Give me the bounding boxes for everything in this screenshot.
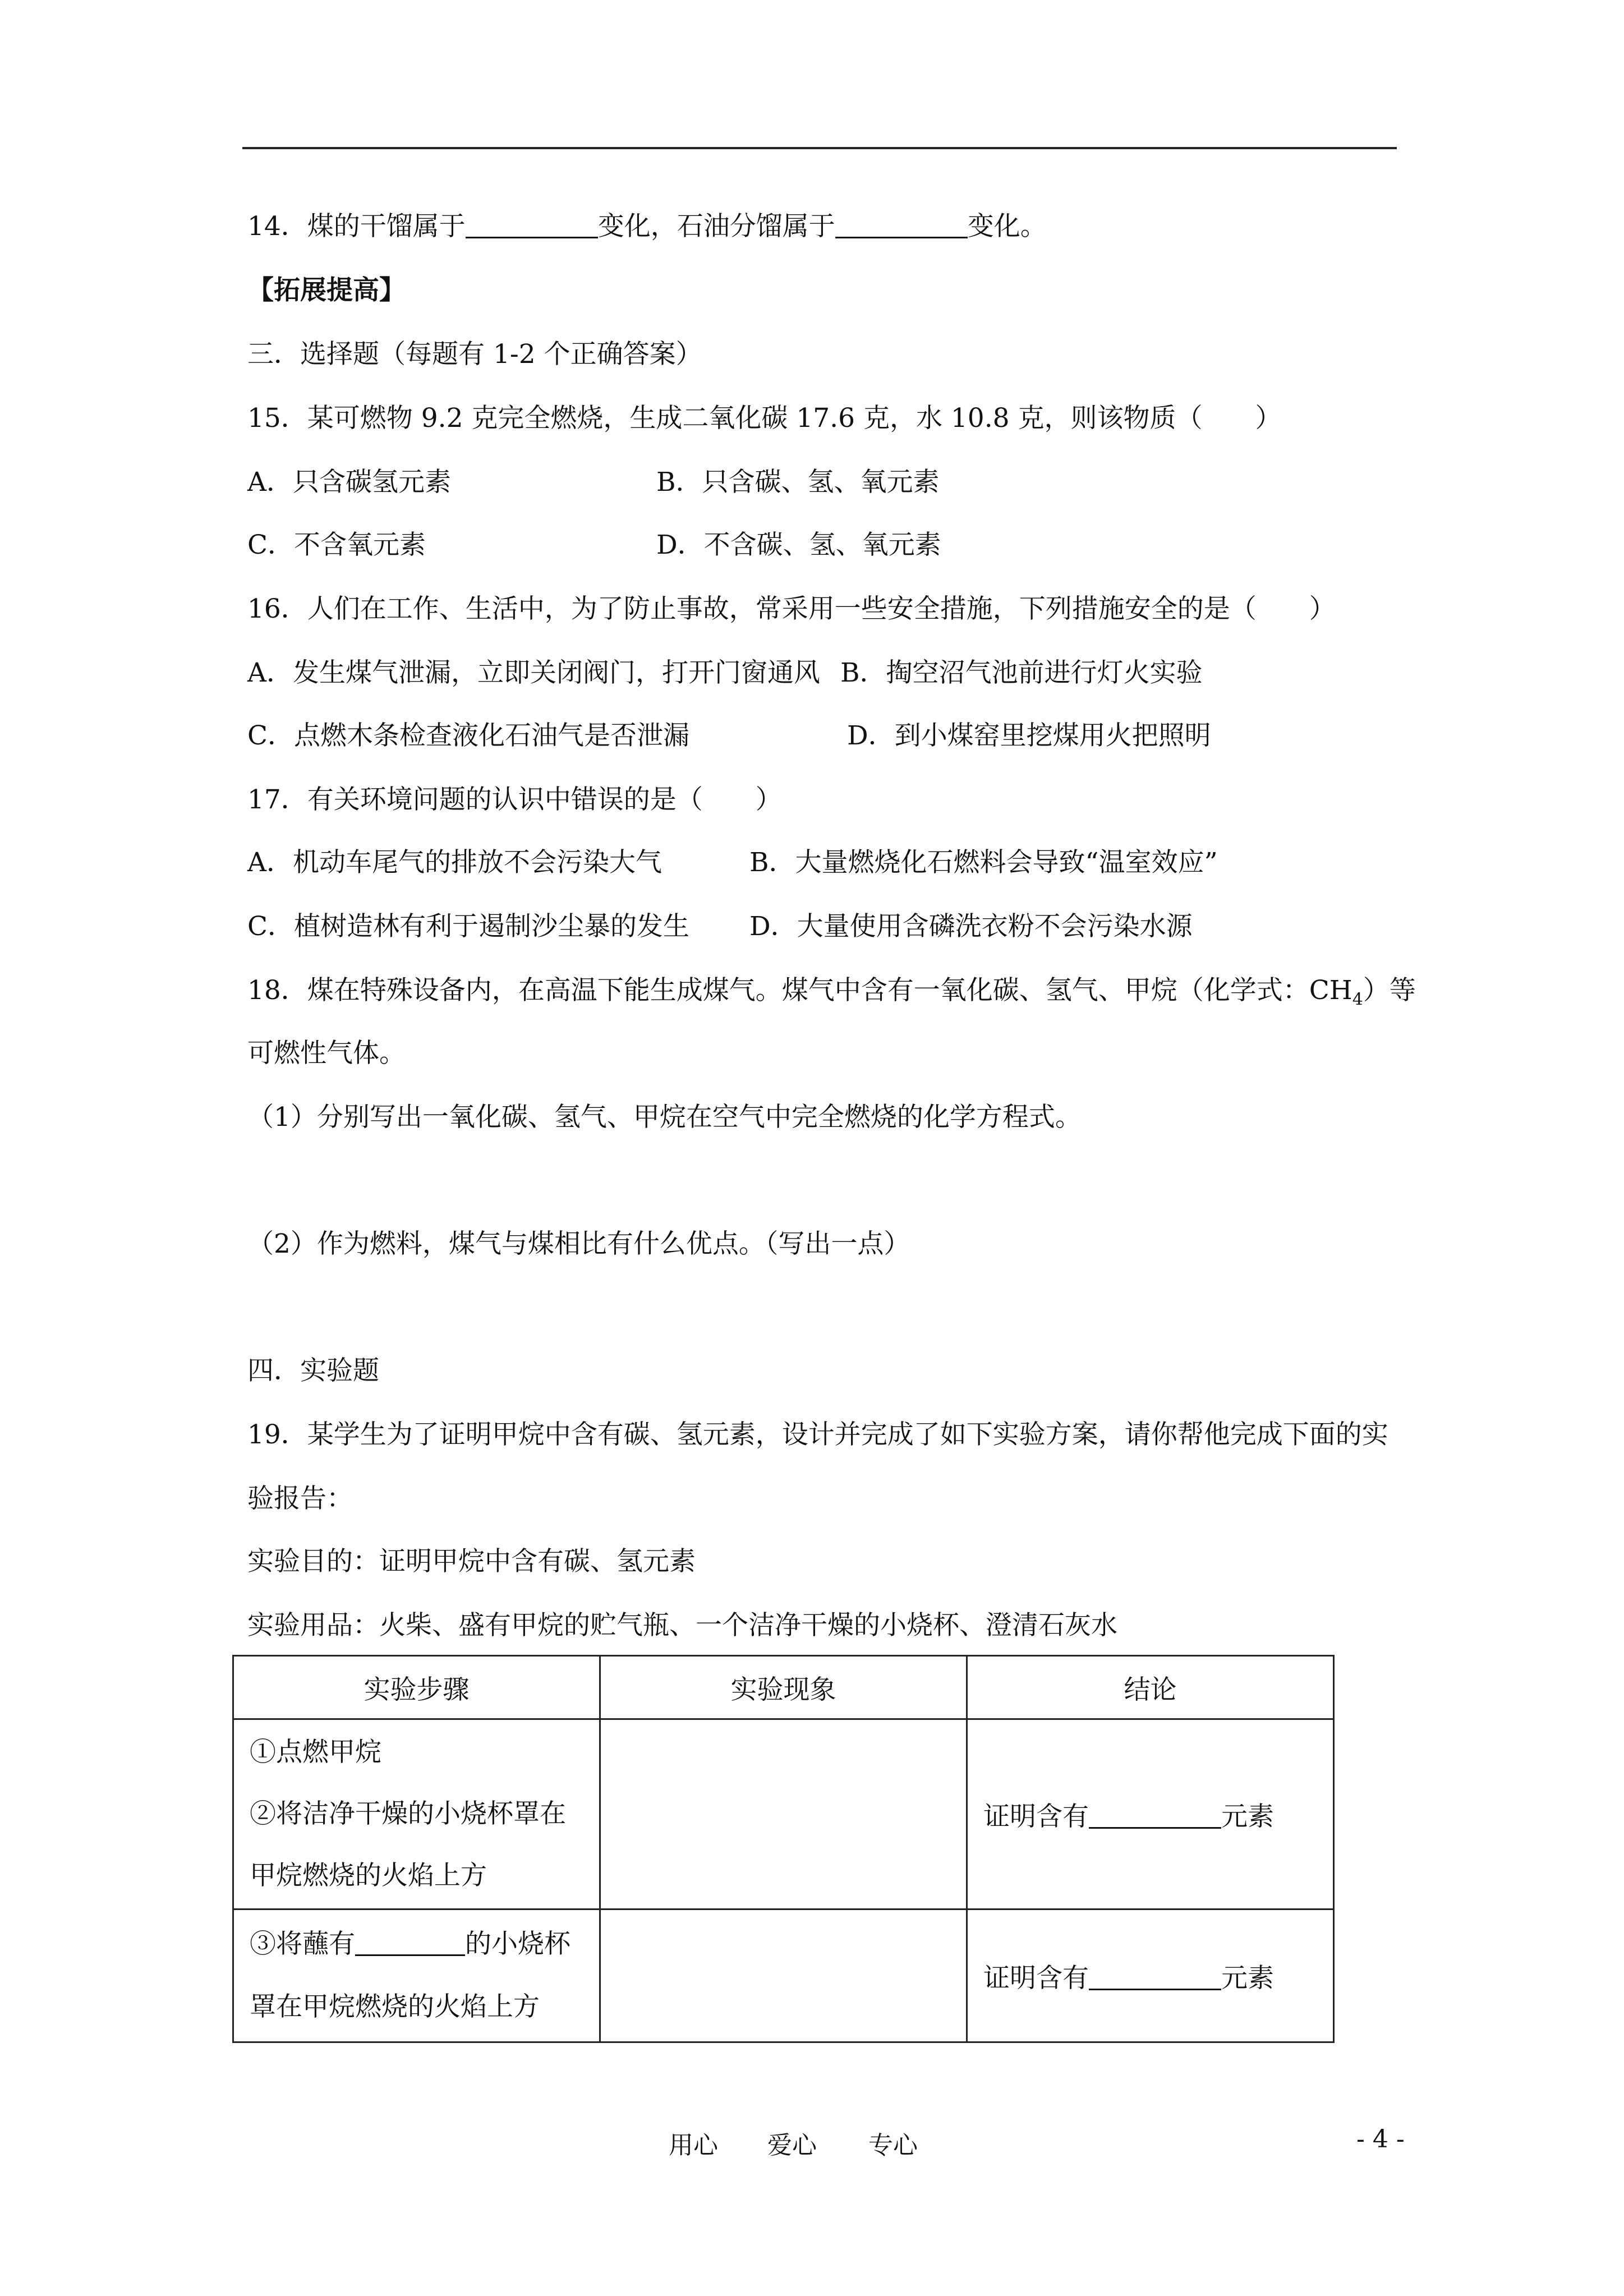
row2-steps [233, 1910, 600, 2042]
q16-stem: 16．人们在工作、生活中，为了防止事故，常采用一些安全措施，下列措施安全的是（ ） [247, 593, 1336, 624]
row1-step1: ①点燃甲烷 [250, 1737, 381, 1768]
q19-stem-line2: 验报告： [247, 1483, 353, 1514]
q18-stem-line2: 可燃性气体。 [247, 1038, 406, 1069]
part4-title: 四．实验题 [247, 1355, 379, 1386]
q15-option-a: A．只含碳氢元素 [247, 467, 451, 498]
q19-stem-line1: 19．某学生为了证明甲烷中含有碳、氢元素，设计并完成了如下实验方案，请你帮他完成下面的实 [247, 1419, 1388, 1450]
footer-motto-1: 用心 [669, 2131, 718, 2160]
footer-motto-3: 专心 [868, 2131, 918, 2160]
q17-stem: 17．有关环境问题的认识中错误的是（ ） [247, 784, 782, 815]
row1-conclusion-a: 证明含有 [983, 1801, 1089, 1832]
header-conclusion: 结论 [967, 1656, 1334, 1719]
q14-blank-2[interactable] [835, 213, 968, 238]
row2-step-b: 的小烧杯 [465, 1929, 571, 1959]
q19-materials: 实验用品：火柴、盛有甲烷的贮气瓶、一个洁净干燥的小烧杯、澄清石灰水 [247, 1610, 1117, 1641]
row1-conclusion [967, 1719, 1334, 1910]
part3-title: 三．选择题（每题有 1-2 个正确答案） [247, 339, 702, 370]
section-heading: 【拓展提高】 [247, 275, 406, 306]
q17-option-d: D．大量使用含磷洗衣粉不会污染水源 [749, 911, 1193, 942]
row1-steps [233, 1719, 600, 1910]
q16-option-d: D．到小煤窑里挖煤用火把照明 [847, 720, 1211, 751]
table-row [233, 1719, 1334, 1910]
q18-stem [247, 974, 1416, 1010]
row1-conclusion-b: 元素 [1221, 1801, 1274, 1832]
q18-stem-a: 18．煤在特殊设备内，在高温下能生成煤气。煤气中含有一氧化碳、氢气、甲烷（化学式：CH [247, 975, 1352, 1006]
q17-option-a: A．机动车尾气的排放不会污染大气 [247, 847, 662, 878]
q16-option-a: A．发生煤气泄漏，立即关闭阀门，打开门窗通风 [247, 657, 820, 688]
row2-conclusion [967, 1910, 1334, 2042]
q15-option-d: D．不含碳、氢、氧元素 [656, 530, 941, 560]
row2-conclusion-a: 证明含有 [983, 1962, 1089, 1994]
q17-option-b: B．大量燃烧化石燃料会导致“温室效应” [749, 847, 1218, 878]
header-steps: 实验步骤 [233, 1656, 600, 1719]
row1-step2: ②将洁净干燥的小烧杯罩在 [250, 1798, 566, 1829]
experiment-table [232, 1655, 1335, 2043]
q15-option-c: C．不含氧元素 [247, 530, 426, 560]
page-number: - 4 - [1356, 2125, 1405, 2154]
q16-option-b: B．掏空沼气池前进行灯火实验 [840, 657, 1203, 688]
q15-option-b: B．只含碳、氢、氧元素 [656, 467, 940, 498]
q14-text-a: 14．煤的干馏属于 [247, 211, 466, 242]
footer-motto-2: 爱心 [767, 2131, 817, 2160]
q17-option-c: C．植树造林有利于遏制沙尘暴的发生 [247, 911, 689, 942]
table-header-row [233, 1656, 1334, 1719]
row1-phenomena-cell[interactable] [600, 1719, 967, 1910]
q14-text-c: 变化。 [967, 211, 1047, 242]
row2-step-blank[interactable] [355, 1931, 465, 1956]
q18-part1: （1）分别写出一氧化碳、氢气、甲烷在空气中完全燃烧的化学方程式。 [247, 1102, 1082, 1133]
row2-step-line1 [250, 1913, 583, 1976]
row2-step-line2: 罩在甲烷燃烧的火焰上方 [250, 1991, 540, 2022]
q16-option-c: C．点燃木条检查液化石油气是否泄漏 [247, 720, 689, 751]
row2-conclusion-b: 元素 [1221, 1962, 1274, 1994]
row1-step3: 甲烷燃烧的火焰上方 [250, 1860, 487, 1891]
q15-stem: 15．某可燃物 9.2 克完全燃烧，生成二氧化碳 17.6 克，水 10.8 克，则该物质（ ） [247, 403, 1282, 434]
header-phenomena: 实验现象 [600, 1656, 967, 1719]
question-14 [247, 210, 1047, 243]
table-row [233, 1910, 1334, 2042]
row2-step-a: ③将蘸有 [250, 1929, 355, 1959]
row1-conclusion-blank[interactable] [1089, 1803, 1221, 1829]
q14-blank-1[interactable] [466, 213, 598, 238]
q14-text-b: 变化，石油分馏属于 [597, 211, 835, 242]
q18-stem-b: ）等 [1363, 975, 1416, 1006]
q19-purpose: 实验目的：证明甲烷中含有碳、氢元素 [247, 1546, 696, 1577]
q18-subscript: 4 [1352, 990, 1363, 1010]
q18-part2: （2）作为燃料，煤气与煤相比有什么优点。（写出一点） [247, 1228, 910, 1259]
row2-conclusion-blank[interactable] [1089, 1965, 1221, 1990]
header-rule [242, 147, 1397, 149]
row2-phenomena-cell[interactable] [600, 1910, 967, 2042]
